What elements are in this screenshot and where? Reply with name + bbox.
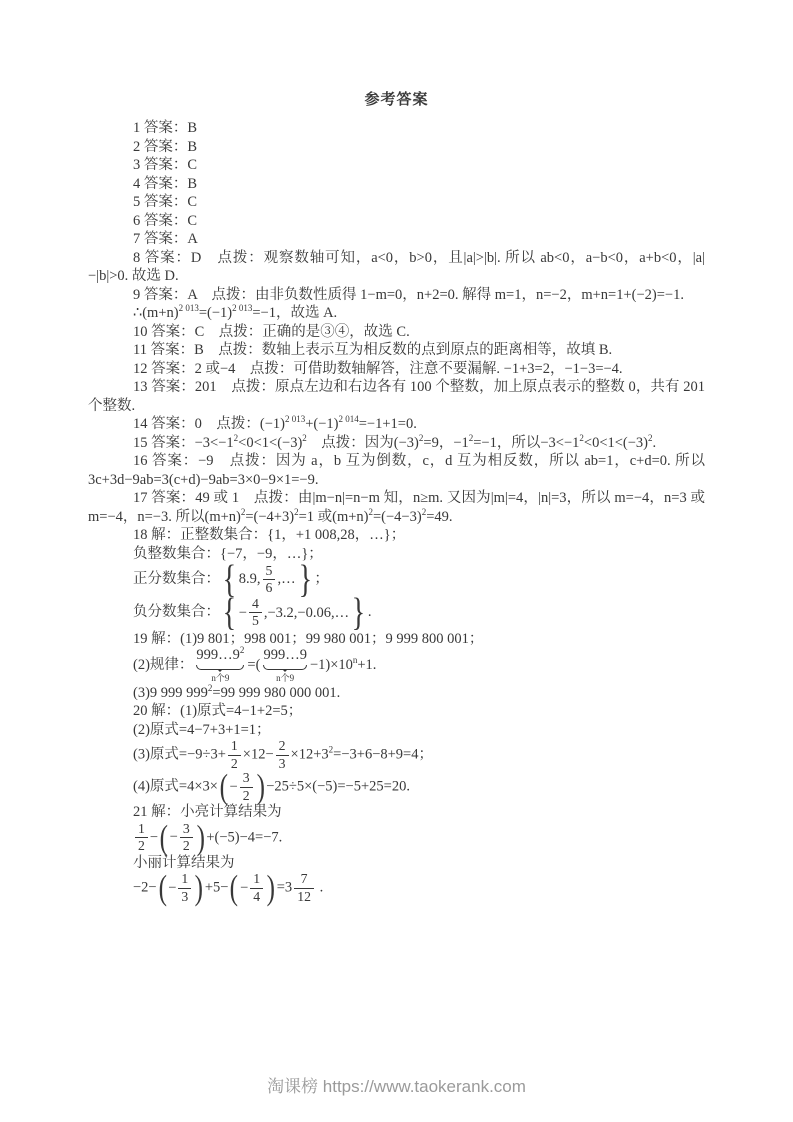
text-run: +5− — [204, 879, 229, 896]
text-run: =99 999 980 000 001. — [212, 684, 341, 701]
text-run: −1)×10 — [309, 657, 353, 674]
fraction: $\frac{5}{6}$ — [263, 564, 276, 596]
text-run: =(−4−3) — [372, 508, 422, 525]
text-run: ； — [314, 570, 329, 587]
text-run: 4 答案：B — [133, 175, 198, 192]
text-run: 12 答案：2 或−4 点拨：可借助数轴解答，注意不要漏解. −1+3=2，−1−3=−4. — [133, 360, 623, 377]
open-brace: { — [222, 558, 237, 601]
answer-8 — [88, 249, 705, 286]
close-paren: ) — [194, 868, 204, 908]
answer-16 — [88, 452, 705, 489]
answer-2 — [88, 138, 705, 157]
close-paren: ) — [256, 767, 265, 807]
text-run: +(−1) — [305, 416, 339, 432]
answer-15 — [88, 434, 705, 453]
underbrace-expression: $999\dots 9^2$ — [196, 645, 245, 664]
paren-group — [228, 868, 276, 908]
answer-20-part3 — [88, 739, 705, 771]
text-run: ×12− — [242, 746, 274, 763]
superscript: n — [352, 655, 358, 666]
superscript: 2 — [294, 506, 299, 517]
text-run: ∴(m+n) — [133, 305, 179, 321]
superscript: 2 — [648, 432, 653, 443]
fraction: $\frac{4}{5}$ — [249, 597, 262, 629]
answer-9 — [88, 286, 705, 305]
text-run: . — [652, 434, 657, 451]
text-run: − — [240, 879, 249, 896]
text-run: 负整数集合：{−7，−9，…}； — [133, 545, 323, 562]
superscript: 2 — [468, 432, 474, 443]
open-paren: ( — [158, 868, 167, 908]
text-run: 点拨：因为(−3) — [306, 434, 419, 451]
text-run: 3 答案：C — [133, 157, 198, 173]
answer-18-negative-integers — [88, 545, 705, 564]
text-run: 2 答案：B — [133, 138, 198, 155]
underbrace-notch-icon — [282, 669, 288, 672]
fraction: $\frac{7}{12}$ — [294, 872, 314, 904]
open-paren: ( — [219, 767, 228, 807]
answer-4 — [88, 175, 705, 194]
text-run: ×12+3 — [290, 746, 329, 763]
superscript: 2 013 — [284, 414, 306, 424]
text-run: 14 答案：0 点拨：(−1) — [133, 416, 285, 432]
text-run: − — [169, 829, 178, 846]
answer-10 — [88, 323, 705, 342]
text-run: 16 答案：−9 点拨：因为 a，b 互为倒数，c，d 互为相反数，所以 ab=1，c+d=0. 所以 3c+3d−9ab=3(c+d)−9ab=3×0−9×1=−9. — [88, 453, 705, 488]
watermark-footer — [0, 1072, 793, 1097]
text-run: 21 解：小亮计算结果为 — [133, 804, 282, 821]
answer-12 — [88, 360, 705, 379]
fraction: $\frac{1}{4}$ — [250, 872, 263, 904]
text-run: ,−3.2,−0.06,… — [263, 604, 350, 621]
text-run: 1 答案：B — [133, 120, 198, 136]
answer-19-part1 — [88, 630, 705, 649]
answer-20-part1 — [88, 702, 705, 721]
underbrace-group — [196, 645, 245, 684]
superscript: 2 — [418, 432, 424, 443]
answer-21-xiaoli-formula — [88, 868, 705, 908]
text-run: =9，−1 — [423, 434, 469, 451]
text-run: 19 解：(1)9 801；998 001；99 980 001；9 999 800 001； — [133, 630, 484, 647]
text-run: 17 答案：49 或 1 点拨：由|m−n|=n−m 知，n≥m. 又因为|m|=4，|n|=3，所以 m=−4，n=3 或 m=−4，n=−3. 所以(m+n) — [88, 490, 705, 525]
text-run: − — [149, 828, 159, 845]
paren-group — [157, 868, 205, 908]
text-run: 20 解：(1)原式=4−1+2=5； — [133, 703, 303, 720]
text-run: (3)9 999 999 — [133, 684, 208, 701]
text-run: (4)原式=4×3× — [133, 778, 218, 795]
superscript: 2 — [328, 744, 334, 755]
text-run: =(−1) — [198, 305, 233, 321]
text-run: . — [367, 604, 372, 621]
open-brace: { — [222, 591, 237, 635]
superscript: 2 013 — [178, 303, 199, 313]
text-run: 负分数集合： — [133, 604, 220, 621]
text-run: − — [168, 879, 177, 896]
close-paren: ) — [266, 868, 276, 908]
superscript: 2 — [239, 645, 245, 656]
answer-18-positive-integers — [88, 526, 705, 545]
close-brace: } — [351, 591, 366, 635]
underbrace-label: n个9 — [211, 673, 230, 683]
text-run: +1. — [357, 657, 377, 674]
text-run: 6 答案：C — [133, 212, 198, 229]
answer-3 — [88, 156, 705, 175]
text-run: 10 答案：C 点拨：正确的是③④，故选 C. — [133, 323, 410, 340]
text-run: <0<1<(−3) — [583, 434, 649, 451]
text-run: =49. — [426, 508, 453, 525]
text-run: −2− — [133, 879, 157, 896]
open-paren: ( — [230, 868, 239, 908]
set-braces-group — [220, 591, 368, 635]
text-run: 11 答案：B 点拨：数轴上表示互为相反数的点到原点的距离相等，故填 B. — [133, 342, 613, 358]
superscript: 2 — [368, 506, 373, 517]
answer-18-positive-fractions — [88, 558, 705, 601]
text-run: 正分数集合： — [133, 570, 220, 587]
text-run: =−1，故选 A. — [252, 305, 338, 321]
close-paren: ) — [196, 817, 205, 857]
text-run: 18 解：正整数集合：{1，+1 008,28，…}； — [133, 527, 406, 543]
fraction: $\frac{3}{2}$ — [240, 771, 253, 803]
text-run: 8 答案：D 点拨：观察数轴可知，a<0，b>0，且|a|>|b|. 所以 ab<0，a−b<0，a+b<0，|a|−|b|>0. 故选 D. — [88, 249, 705, 284]
text-run: (2)规律： — [133, 657, 194, 674]
text-run: 小丽计算结果为 — [133, 854, 235, 871]
text-run: . — [315, 879, 324, 896]
text-run: =( — [247, 657, 261, 674]
page-title: 参考答案 — [364, 92, 429, 108]
answer-5 — [88, 193, 705, 212]
superscript: 2 013 — [232, 303, 253, 313]
paren-group — [158, 817, 206, 857]
superscript: 2 014 — [338, 414, 359, 424]
text-run: (3)原式=−9÷3+ — [133, 746, 226, 763]
answer-21-xiaoliang-formula — [88, 817, 705, 857]
answer-9-conclusion — [88, 304, 705, 323]
underbrace-group — [263, 648, 307, 684]
answer-17 — [88, 489, 705, 526]
fraction: $\frac{3}{2}$ — [180, 822, 193, 854]
text-run: =(−4+3) — [245, 508, 295, 525]
text-run: − — [229, 778, 238, 795]
superscript: 2 — [240, 506, 246, 517]
text-run: <0<1<(−3) — [238, 434, 303, 451]
text-run: ,… — [277, 571, 296, 588]
text-run: (2)原式=4−7+3+1=1； — [133, 721, 271, 738]
superscript: 2 — [302, 432, 307, 443]
text-run: − — [238, 604, 247, 621]
answer-14 — [88, 415, 705, 434]
answer-21-xiaoli-label — [88, 854, 705, 873]
answer-1 — [88, 119, 705, 138]
text-run: −25÷5×(−5)=−5+25=20. — [266, 778, 410, 795]
underbrace-expression: 999…9 — [263, 647, 307, 664]
text-run: =1 或(m+n) — [298, 508, 369, 525]
underbrace-label: n个9 — [276, 673, 295, 683]
underbrace-notch-icon — [217, 669, 223, 672]
text-run: =−1，所以−3<−1 — [473, 434, 580, 451]
superscript: 2 — [579, 432, 584, 443]
text-run: 15 答案：−3<−1 — [133, 434, 234, 451]
answer-20-part2 — [88, 721, 705, 740]
superscript: 2 — [421, 506, 427, 517]
text-run: +(−5)−4=−7. — [206, 828, 283, 845]
answer-6 — [88, 212, 705, 231]
superscript: 2 — [233, 432, 239, 443]
answer-18-negative-fractions — [88, 591, 705, 635]
answer-11 — [88, 341, 705, 360]
text-run: 5 答案：C — [133, 194, 198, 210]
text-run: 7 答案：A — [133, 231, 198, 247]
text-run: =−1+1=0. — [358, 416, 417, 432]
fraction: $\frac{1}{3}$ — [178, 872, 191, 904]
watermark-text: 淘课榜 https://www.taokerank.com — [267, 1077, 526, 1096]
answer-21-xiaoliang-label — [88, 803, 705, 822]
text-run: =−3+6−8+9=4； — [333, 746, 433, 763]
fraction: $\frac{2}{3}$ — [276, 739, 289, 771]
answer-7 — [88, 230, 705, 249]
answer-20-part4 — [88, 767, 705, 807]
close-brace: } — [298, 558, 312, 601]
superscript: 2 — [207, 682, 213, 693]
answer-19-part2 — [88, 645, 705, 684]
text-run: 8.9, — [238, 571, 261, 588]
text-run: =3 — [276, 879, 293, 896]
answer-13 — [88, 378, 705, 415]
text-run: 13 答案：201 点拨：原点左边和右边各有 100 个整数，加上原点表示的整数 0，共有 201 个整数. — [88, 379, 705, 414]
fraction: $\frac{1}{2}$ — [135, 822, 148, 854]
answers-content — [88, 119, 705, 908]
paren-group — [218, 767, 266, 807]
fraction: $\frac{1}{2}$ — [228, 739, 241, 771]
open-paren: ( — [159, 817, 169, 857]
text-run: 9 答案：A 点拨：由非负数性质得 1−m=0，n+2=0. 解得 m=1，n=−2，m+n=1+(−2)=−1. — [133, 286, 684, 303]
answer-19-part3 — [88, 684, 705, 703]
